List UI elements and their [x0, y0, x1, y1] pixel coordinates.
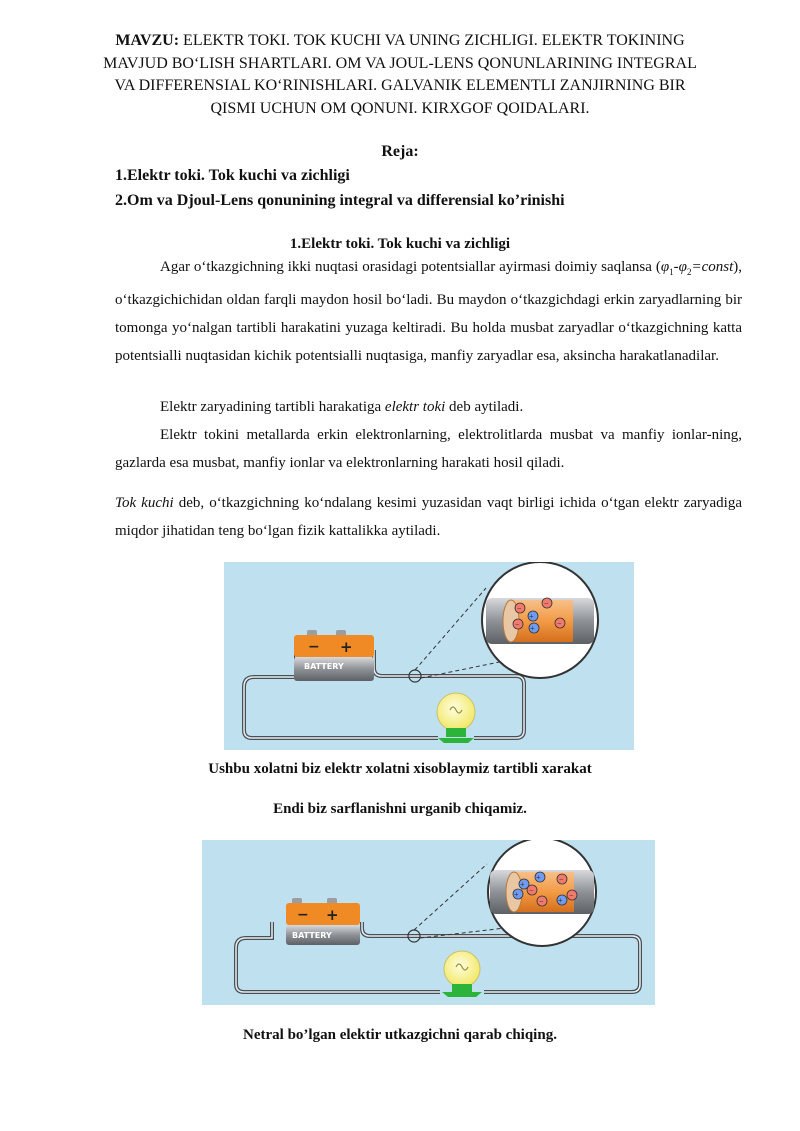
- title-text: ELEKTR TOKI. TOK KUCHI VA UNING ZICHLIGI. ELEKTR TOKINING MAVJUD BO‘LISH SHARTLARI. OM VA JOUL-LENS QONUNLARINING INTEGRAL VA DIFFERENSIAL KO‘RINISHLARI. GALVANIK ELEMENTLI ZANJIRNING BIR QISMI UCHUN OM QONUNI. KIRXGOF QOIDALARI.: [103, 32, 697, 117]
- p1-text-a: Agar o‘tkazgichning ikki nuqtasi orasidagi potentsiallar ayirmasi doimiy saqlansa (: [160, 259, 661, 275]
- phi-2: φ: [678, 259, 687, 275]
- circuit-figure-1: [224, 562, 634, 750]
- p2-text-a: Elektr zaryadining tartibli harakatiga: [160, 399, 385, 415]
- circuit-figure-2: [202, 840, 655, 1005]
- paragraph-1: [115, 253, 742, 370]
- document-title: [100, 30, 700, 120]
- magnified-view-1: [482, 562, 598, 678]
- battery-2-label: BATTERY: [292, 931, 332, 940]
- battery-plus: +: [340, 638, 353, 656]
- battery-1: [294, 630, 374, 681]
- svg-text:−: −: [515, 620, 520, 629]
- battery-label: BATTERY: [304, 662, 344, 671]
- p2-emphasis: elektr toki: [384, 399, 446, 415]
- const-text: =const: [691, 259, 734, 275]
- title-label: MAVZU:: [115, 32, 180, 49]
- paragraph-3: [115, 421, 742, 477]
- paragraph-4: [115, 489, 742, 545]
- phi-2-sub: 2: [686, 267, 692, 277]
- svg-text:+: +: [530, 624, 535, 633]
- plan-heading: Reja:: [381, 143, 419, 160]
- svg-text:−: −: [517, 604, 522, 613]
- middle-caption: Endi biz sarflanishni urganib chiqamiz.: [273, 801, 527, 817]
- svg-text:−: −: [544, 599, 549, 608]
- battery-2: [286, 898, 360, 945]
- svg-text:−: −: [539, 897, 544, 906]
- p2-text-b: deb aytiladi.: [445, 399, 524, 415]
- plan-item-1: 1.Elektr toki. Tok kuchi va zichligi: [115, 167, 350, 184]
- svg-text:−: −: [557, 619, 562, 628]
- phi-1: φ: [660, 259, 670, 275]
- svg-text:+: +: [514, 890, 519, 899]
- section-heading: 1.Elektr toki. Tok kuchi va zichligi: [289, 236, 511, 252]
- svg-text:+: +: [536, 873, 541, 882]
- svg-text:−: −: [529, 886, 534, 895]
- svg-text:−: −: [559, 875, 564, 884]
- figure-1-caption: Ushbu xolatni biz elektr xolatni xisoblaymiz tartibli xarakat: [208, 761, 592, 777]
- phi-1-sub: 1: [669, 267, 674, 277]
- paragraph-2: [115, 393, 742, 421]
- p4-emphasis: Tok kuchi: [115, 495, 174, 511]
- battery-2-plus: +: [326, 906, 339, 924]
- svg-text:−: −: [569, 891, 574, 900]
- battery-minus: −: [308, 639, 320, 655]
- svg-text:+: +: [529, 612, 534, 621]
- magnified-view-2: [488, 840, 596, 946]
- battery-top: [294, 635, 374, 657]
- svg-text:+: +: [558, 896, 563, 905]
- svg-text:+: +: [520, 880, 525, 889]
- p4-text: deb, o‘tkazgichning ko‘ndalang kesimi yuzasidan vaqt birligi ichida o‘tgan elektr zaryadiga miqdor jihatidan teng bo‘lgan fizik kattalikka aytiladi.: [115, 495, 743, 539]
- battery-2-minus: −: [297, 907, 309, 923]
- plan-item-2: 2.Om va Djoul-Lens qonunining integral va differensial ko’rinishi: [115, 192, 565, 209]
- p1-text-b: ), o‘tkazgichichidan oldan farqli maydon hosil bo‘ladi. Bu maydon o‘tkazgichdagi erkin zaryadlarning bir tomonga yo‘nalgan tartibli harakatini yuzaga keltiradi. Bu holda musbat zaryadlar o‘tkazgichning katta potentsialli nuqtasidan kichik potentsialli nuqtasiga, manfiy zaryadlar esa, aksincha harakatlanadilar.: [115, 259, 742, 364]
- figure-2-caption: Netral bo’lgan elektir utkazgichni qarab chiqing.: [243, 1027, 557, 1043]
- p3-text: Elektr tokini metallarda erkin elektronlarning, elektrolitlarda musbat va manfiy ionlar-ning, gazlarda esa musbat, manfiy ionlar va elektronlarning harakati hosil qiladi.: [115, 427, 742, 471]
- p1-dash: -: [673, 259, 679, 275]
